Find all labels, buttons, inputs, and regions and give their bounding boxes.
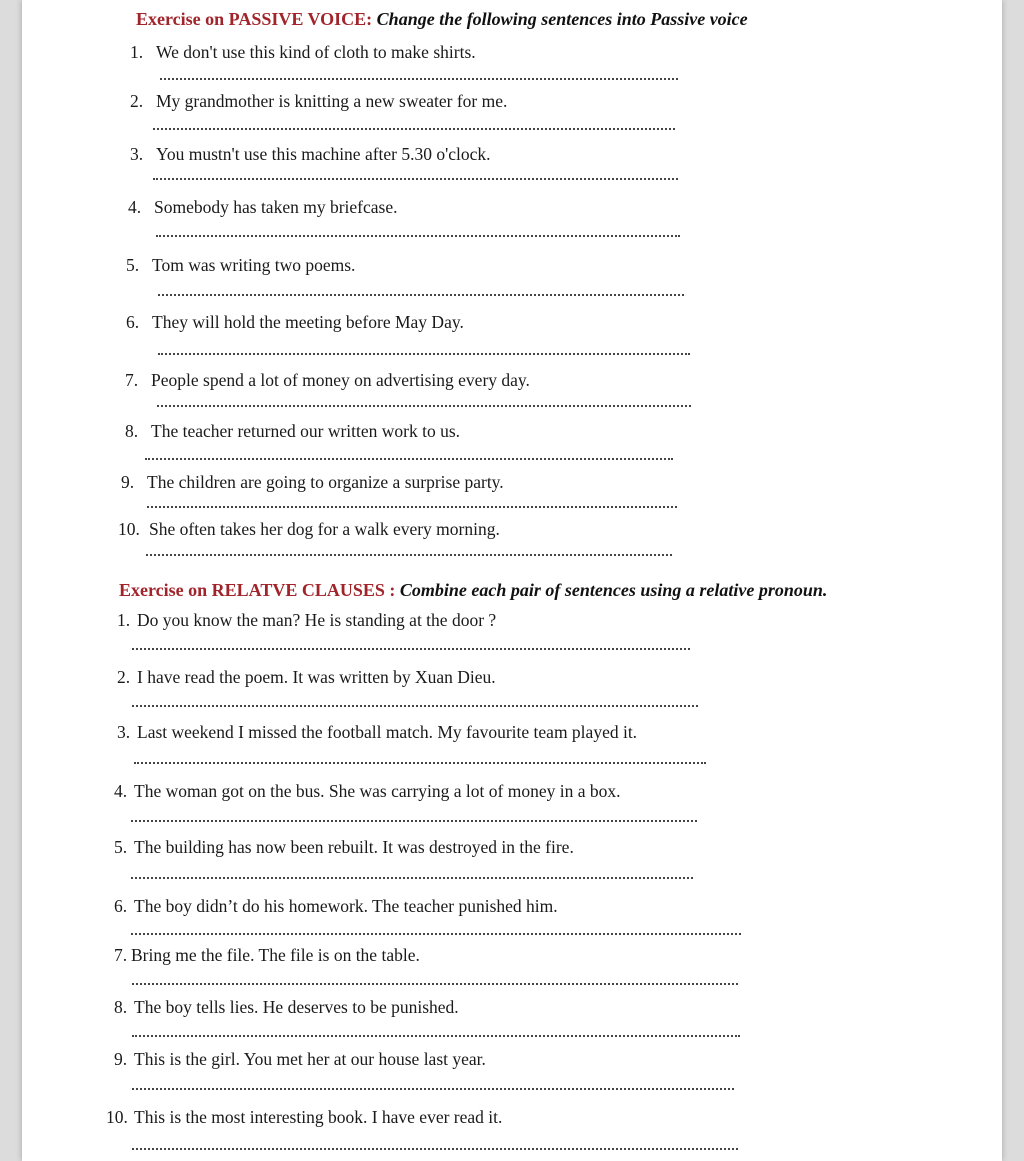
question-number: 5.	[126, 255, 140, 275]
question-text: Somebody has taken my briefcase.	[154, 197, 398, 217]
question-number: 8.	[114, 997, 128, 1017]
question-number: 5.	[114, 837, 128, 857]
passive-question-7	[125, 370, 530, 391]
question-number: 7.	[114, 945, 128, 965]
relative-answer-line-4[interactable]	[131, 820, 697, 822]
question-number: 10.	[106, 1107, 128, 1127]
relative-answer-line-2[interactable]	[132, 705, 698, 707]
question-text: They will hold the meeting before May Day.	[152, 312, 464, 332]
relative-question-6	[114, 896, 558, 917]
passive-question-9	[121, 472, 504, 493]
question-number: 1.	[117, 610, 131, 630]
question-number: 3.	[117, 722, 131, 742]
relative-question-7	[114, 945, 420, 966]
question-number: 3.	[130, 144, 144, 164]
passive-question-3	[130, 144, 491, 165]
passive-question-4	[128, 197, 397, 218]
question-text: We don't use this kind of cloth to make shirts.	[156, 42, 476, 62]
question-text: This is the most interesting book. I have ever read it.	[134, 1107, 503, 1127]
question-number: 2.	[117, 667, 131, 687]
relative-answer-line-1[interactable]	[132, 648, 690, 650]
passive-answer-line-8[interactable]	[145, 458, 673, 460]
relative-answer-line-6[interactable]	[131, 933, 741, 935]
passive-answer-line-2[interactable]	[153, 128, 675, 130]
relative-question-4	[114, 781, 621, 802]
question-text: People spend a lot of money on advertising every day.	[151, 370, 530, 390]
passive-voice-instruction: Change the following sentences into Passive voice	[376, 9, 748, 29]
relative-question-3	[117, 722, 637, 743]
passive-answer-line-7[interactable]	[157, 405, 691, 407]
relative-question-9	[114, 1049, 486, 1070]
relative-answer-line-8[interactable]	[132, 1035, 740, 1037]
question-number: 8.	[125, 421, 139, 441]
passive-voice-heading	[136, 9, 748, 30]
question-number: 10.	[118, 519, 140, 539]
question-text: The teacher returned our written work to us.	[151, 421, 461, 441]
passive-answer-line-6[interactable]	[158, 353, 690, 355]
passive-answer-line-3[interactable]	[153, 178, 678, 180]
relative-question-8	[114, 997, 459, 1018]
question-number: 4.	[114, 781, 128, 801]
relative-clauses-heading	[119, 580, 827, 601]
question-text: The boy tells lies. He deserves to be punished.	[134, 997, 459, 1017]
question-number: 4.	[128, 197, 142, 217]
passive-voice-title: Exercise on PASSIVE VOICE:	[136, 9, 373, 29]
question-text: You mustn't use this machine after 5.30 o'clock.	[156, 144, 491, 164]
question-number: 1.	[130, 42, 144, 62]
question-text: This is the girl. You met her at our house last year.	[134, 1049, 486, 1069]
passive-question-6	[126, 312, 464, 333]
relative-question-2	[117, 667, 496, 688]
passive-answer-line-5[interactable]	[158, 294, 684, 296]
question-text: The building has now been rebuilt. It was destroyed in the fire.	[134, 837, 574, 857]
question-text: Last weekend I missed the football match. My favourite team played it.	[137, 722, 638, 742]
relative-question-1	[117, 610, 496, 631]
passive-question-1	[130, 42, 476, 63]
passive-question-5	[126, 255, 355, 276]
question-text: Tom was writing two poems.	[152, 255, 356, 275]
relative-answer-line-3[interactable]	[134, 762, 706, 764]
passive-answer-line-9[interactable]	[147, 506, 677, 508]
relative-clauses-title: Exercise on RELATVE CLAUSES :	[119, 580, 396, 600]
passive-answer-line-4[interactable]	[156, 235, 680, 237]
relative-answer-line-5[interactable]	[131, 877, 693, 879]
passive-answer-line-10[interactable]	[146, 554, 672, 556]
question-text: Bring me the file. The file is on the table.	[131, 945, 420, 965]
passive-answer-line-1[interactable]	[160, 78, 678, 80]
relative-answer-line-10[interactable]	[132, 1148, 738, 1150]
question-number: 9.	[114, 1049, 128, 1069]
question-number: 6.	[114, 896, 128, 916]
relative-question-10	[106, 1107, 502, 1128]
relative-question-5	[114, 837, 574, 858]
question-text: The woman got on the bus. She was carrying a lot of money in a box.	[134, 781, 621, 801]
question-text: The children are going to organize a surprise party.	[147, 472, 504, 492]
passive-question-10	[118, 519, 500, 540]
relative-answer-line-7[interactable]	[132, 983, 738, 985]
question-text: Do you know the man? He is standing at the door ?	[137, 610, 497, 630]
question-number: 6.	[126, 312, 140, 332]
question-text: The boy didn’t do his homework. The teacher punished him.	[134, 896, 558, 916]
question-number: 9.	[121, 472, 135, 492]
question-number: 7.	[125, 370, 139, 390]
relative-clauses-instruction: Combine each pair of sentences using a relative pronoun.	[399, 580, 828, 600]
worksheet-page	[22, 0, 1002, 1161]
question-text: My grandmother is knitting a new sweater for me.	[156, 91, 508, 111]
question-text: She often takes her dog for a walk every morning.	[149, 519, 500, 539]
passive-question-2	[130, 91, 507, 112]
passive-question-8	[125, 421, 460, 442]
question-number: 2.	[130, 91, 144, 111]
question-text: I have read the poem. It was written by Xuan Dieu.	[137, 667, 496, 687]
relative-answer-line-9[interactable]	[132, 1088, 734, 1090]
